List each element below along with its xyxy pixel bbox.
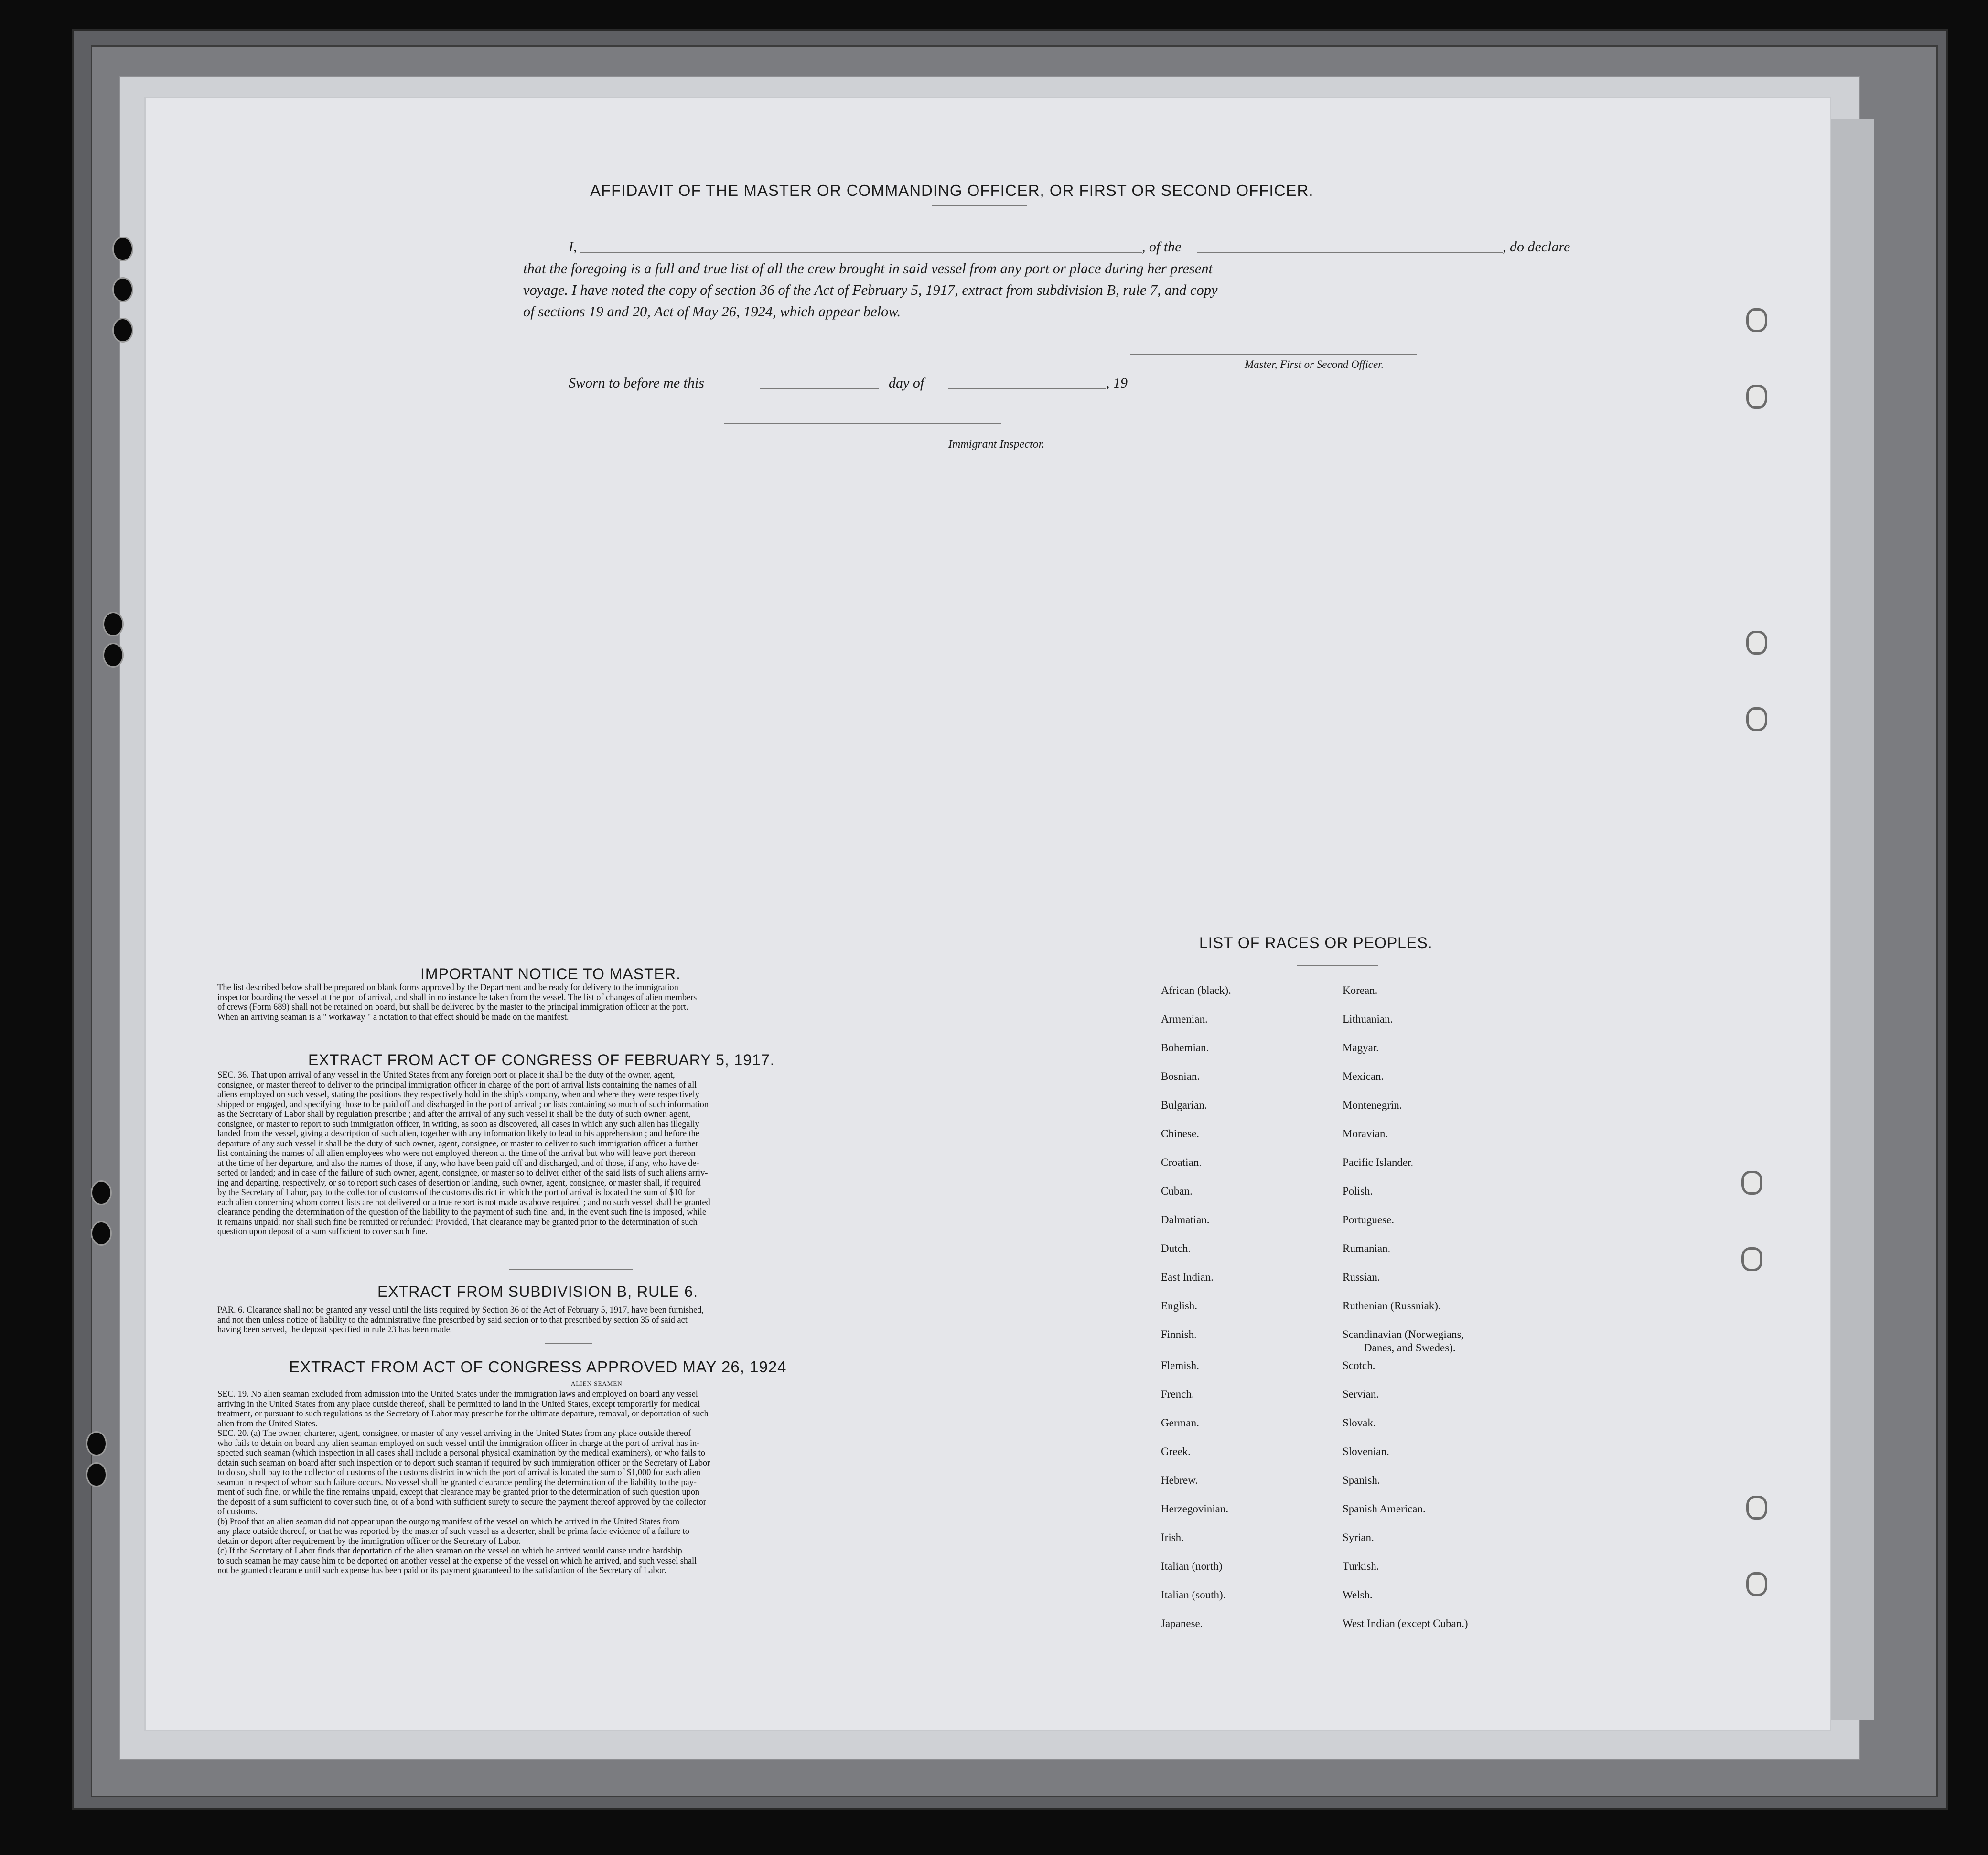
race-item: Slovak. [1343,1417,1376,1429]
name-line [580,252,1142,253]
race-item: Greek. [1161,1445,1191,1457]
act-1917-line: by the Secretary of Labor, pay to the collector of customs of the customs district in which the port of arrival is located the sum of $10 for [217,1188,695,1197]
race-item: Croatian. [1161,1156,1202,1168]
race-item: Turkish. [1343,1560,1379,1572]
act-1917-line: landed from the vessel, giving a description of such alien, together with any information likely to lead to his apprehension ; and before the [217,1129,699,1139]
act-1924-line: seaman in respect of whom such failure occurs. No vessel shall be granted clearance pending the determination of the liability to the pay- [217,1478,697,1488]
act-1924-line: of customs. [217,1507,258,1517]
race-item: Polish. [1343,1185,1373,1197]
race-item: Bosnian. [1161,1070,1200,1082]
affidavit-i-label: I, [569,239,577,255]
notice-line: The list described below shall be prepared on blank forms approved by the Department and be ready for delivery to the immigration [217,983,678,992]
act-1924-line: to such seaman he may cause him to be deported on another vessel at the expense of the vessel on which he arrived, and such vessel shall [217,1556,697,1566]
race-item-continuation: Danes, and Swedes). [1364,1342,1456,1354]
subdivision-line: having been served, the deposit specified in rule 23 has been made. [217,1325,452,1335]
act-1917-line: SEC. 36. That upon arrival of any vessel in the United States from any foreign port or place it shall be the duty of the owner, agent, [217,1070,675,1080]
race-item: Scotch. [1343,1359,1375,1371]
sworn-day-line [760,388,879,389]
binder-hole [91,1221,112,1246]
act-1917-line: aliens employed on such vessel, stating the positions they respectively hold in the ship's company, when and where they were respectively [217,1090,699,1100]
race-item: African (black). [1161,984,1231,996]
act-1917-line: list containing the names of all alien employees who were not employed thereon at the time of the arrival but who will leave port thereon [217,1149,696,1158]
subdivision-line: PAR. 6. Clearance shall not be granted any vessel until the lists required by Section 36 of the Act of February 5, 1917, have been furnished, [217,1305,704,1315]
act-1917-line: it remains unpaid; nor shall such fine be remitted or refunded: Provided, That clearance may be granted prior to the determination of such [217,1217,698,1227]
binder-hole [103,643,124,668]
race-item: Italian (south). [1161,1589,1226,1601]
act-1924-line: treatment, or pursuant to such regulations as the Secretary of Labor may prescribe for the ultimate departure, removal, or deportation of such [217,1409,709,1419]
act-1924-line: detain or deport after requirement by the immigration officer or the Secretary of Labor. [217,1536,521,1546]
act-1924-line: any place outside thereof, or that he was reported by the master of such vessel as a deserter, shall be prima facie evidence of a failure to [217,1527,689,1536]
binder-hole [91,1180,112,1205]
act-1917-line: consignee, or master to report to such immigration officer, in writing, as soon as discovered, all cases in which any such alien has illegally [217,1119,699,1129]
affidavit-body-line: that the foregoing is a full and true list of all the crew brought in said vessel from any port or place during her present [523,260,1213,277]
reinforced-hole [1746,1572,1767,1596]
act-1924-line: SEC. 20. (a) The owner, charterer, agent, consignee, or master of any vessel arriving in the United States from any place outside thereof [217,1429,691,1438]
race-item: Portuguese. [1343,1214,1394,1226]
binder-hole [86,1462,107,1487]
inspector-caption: Immigrant Inspector. [948,438,1045,451]
binder-hole [112,237,133,261]
notice-line: inspector boarding the vessel at the port of arrival, and shall in no instance be taken from the vessel. The list of changes of alien members [217,992,697,1003]
act-1917-line: each alien concerning whom correct lists are not delivered or a true report is not made as above required ; and no such vessel shall be granted [217,1197,710,1208]
race-item: Irish. [1161,1531,1184,1543]
act-1924-line: who fails to detain on board any alien seaman employed on such vessel until the immigration officer in charge at the port of arrival has in- [217,1438,700,1448]
reinforced-hole [1746,308,1767,332]
act-1917-line: shipped or engaged, and specifying those to be paid off and discharged in the port of arrival ; or lists containing so much of such information [217,1100,709,1110]
act-1924-line: SEC. 19. No alien seaman excluded from admission into the United States under the immigration laws and employed on board any vessel [217,1390,698,1399]
affidavit-declare-label: , do declare [1503,239,1570,255]
act-1917-line: consignee, or master thereof to deliver to the principal immigration officer in charge of the port of arrival lists containing the names of all [217,1080,697,1090]
race-item: Magyar. [1343,1042,1379,1054]
affidavit-of-the-label: , of the [1142,239,1182,255]
reinforced-hole [1741,1171,1762,1195]
race-item: Lithuanian. [1343,1013,1393,1025]
act-1917-line: clearance pending the determination of the question of the liability to the payment of such fine, and, in the event such fine is imposed, while [217,1208,706,1217]
act-1924-line: arriving in the United States from any place outside thereof, shall be permitted to land in the United States, except temporarily for medical [217,1399,700,1409]
act-1917-line: as the Secretary of Labor shall by regulation prescribe ; and after the arrival of any such vessel it shall be the duty of such owner, agent, [217,1110,690,1119]
race-item: Hebrew. [1161,1474,1198,1486]
race-item: Pacific Islander. [1343,1156,1414,1168]
reinforced-hole [1746,631,1767,655]
affidavit-page [146,98,1830,1730]
act-1917-line: ing and departing, respectively, or so to report such cases of desertion or landing, such owner, agent, consignee, or master shall, if required [217,1178,701,1188]
reinforced-hole [1746,385,1767,409]
race-item: Syrian. [1343,1531,1374,1543]
race-item: Cuban. [1161,1185,1193,1197]
affidavit-body-line: voyage. I have noted the copy of section 36 of the Act of February 5, 1917, extract from subdivision B, rule 7, and copy [523,282,1218,298]
binder-hole [103,612,124,636]
race-item: Herzegovinian. [1161,1503,1229,1515]
act-1924-subtitle: ALIEN SEAMEN [571,1380,623,1387]
day-of-label: day of [889,375,924,391]
race-item: Welsh. [1343,1589,1373,1601]
race-item: Dalmatian. [1161,1214,1210,1226]
affidavit-title: AFFIDAVIT OF THE MASTER OR COMMANDING OFFICER, OR FIRST OR SECOND OFFICER. [590,182,1314,199]
act-1924-line: the deposit of a sum sufficient to cover such fine, or of a bond with sufficient surety to secure the payment thereof approved by the collector [217,1497,706,1507]
race-item: Flemish. [1161,1359,1199,1371]
race-item: Dutch. [1161,1242,1191,1254]
act-1924-line: to do so, shall pay to the collector of customs of the customs district in which the port of arrival is located the sum of $1,000 for each alien [217,1468,701,1478]
race-item: Bulgarian. [1161,1099,1207,1111]
race-item: East Indian. [1161,1271,1214,1283]
race-item: Russian. [1343,1271,1380,1283]
race-item: French. [1161,1388,1194,1400]
race-item: Servian. [1343,1388,1379,1400]
race-item: Ruthenian (Russniak). [1343,1300,1441,1312]
affidavit-body-line: of sections 19 and 20, Act of May 26, 1924, which appear below. [523,303,901,320]
race-item: German. [1161,1417,1199,1429]
notice-line: of crews (Form 689) shall not be retained on board, but shall be delivered by the master to the principal immigration officer at the port. [217,1003,688,1012]
reinforced-hole [1741,1247,1762,1271]
reinforced-hole [1746,1496,1767,1520]
vessel-line [1197,252,1503,253]
subdivision-line: and not then unless notice of liability to the administrative fine prescribed by said section or to that prescribed by section 35 of said act [217,1315,688,1325]
races-title: LIST OF RACES OR PEOPLES. [1199,934,1433,951]
binder-hole [112,277,133,302]
race-item: Italian (north) [1161,1560,1223,1572]
binder-hole [112,318,133,343]
races-title-underline [1297,965,1378,966]
race-item: Rumanian. [1343,1242,1391,1254]
race-item: Finnish. [1161,1328,1197,1340]
race-item: Moravian. [1343,1128,1388,1140]
notice-title: IMPORTANT NOTICE TO MASTER. [420,965,681,982]
sworn-month-line [948,388,1106,389]
reinforced-hole [1746,707,1767,731]
race-item: Korean. [1343,984,1378,996]
act-1917-title: EXTRACT FROM ACT OF CONGRESS OF FEBRUARY 5, 1917. [308,1051,775,1068]
race-item: Montenegrin. [1343,1099,1402,1111]
underlying-sheet-edge [1830,119,1874,1720]
act-1924-line: (b) Proof that an alien seaman did not appear upon the outgoing manifest of the vessel on which he arrived in the United States from [217,1517,680,1527]
title-underline [932,205,1027,206]
act-1924-line: detain such seaman on board after such inspection or to deport such seaman if required by such immigration officer or the Secretary of Labor [217,1458,710,1468]
act-1917-line: serted or landed; and in case of the failure of such owner, agent, consignee, or master so to deliver either of the said lists of such aliens arriv- [217,1168,708,1178]
race-item: Mexican. [1343,1070,1384,1082]
race-item: Bohemian. [1161,1042,1209,1054]
signature-caption: Master, First or Second Officer. [1245,358,1384,370]
race-item: Spanish. [1343,1474,1380,1486]
act-1924-line: alien from the United States. [217,1419,318,1429]
act-1917-line: departure of any such vessel it shall be the duty of such owner, agent, consignee, or master to deliver to such immigration officer a further [217,1139,698,1149]
inspector-signature-line [724,423,1001,424]
subdivision-title: EXTRACT FROM SUBDIVISION B, RULE 6. [377,1283,698,1300]
act-1917-line: question upon deposit of a sum sufficient to cover such fine. [217,1227,428,1237]
race-item: Spanish American. [1343,1503,1426,1515]
race-item: West Indian (except Cuban.) [1343,1618,1468,1629]
notice-line: When an arriving seaman is a " workaway " a notation to that effect should be made on the manifest. [217,1012,569,1022]
race-item: Chinese. [1161,1128,1199,1140]
act-1924-line: not be granted clearance until such expense has been paid or its payment guaranteed to the satisfaction of the Secretary of Labor. [217,1566,666,1575]
act-1924-line: (c) If the Secretary of Labor finds that deportation of the alien seaman on the vessel on which he arrived would cause undue hardship [217,1546,682,1556]
race-item: Armenian. [1161,1013,1208,1025]
act-1924-title: EXTRACT FROM ACT OF CONGRESS APPROVED MAY 26, 1924 [289,1358,787,1376]
act-1917-line: at the time of her departure, and also the names of those, if any, who have been paid off and discharged, and of those, if any, who have de- [217,1158,699,1168]
act-1924-line: spected such seaman (which inspection in all cases shall include a personal physical examination by the medical examiners), or who fails to [217,1448,705,1458]
signature-line [1130,354,1417,355]
race-item: English. [1161,1300,1198,1312]
race-item: Scandinavian (Norwegians, [1343,1328,1464,1340]
year-label: , 19 [1106,375,1128,391]
sworn-label: Sworn to before me this [569,375,704,391]
race-item: Japanese. [1161,1618,1203,1629]
binder-hole [86,1431,107,1456]
race-item: Slovenian. [1343,1445,1389,1457]
act-1924-line: ment of such fine, or while the fine remains unpaid, except that clearance may be granted prior to the determination of such question upon [217,1488,700,1497]
section-divider [545,1343,592,1344]
section-divider [509,1269,633,1270]
